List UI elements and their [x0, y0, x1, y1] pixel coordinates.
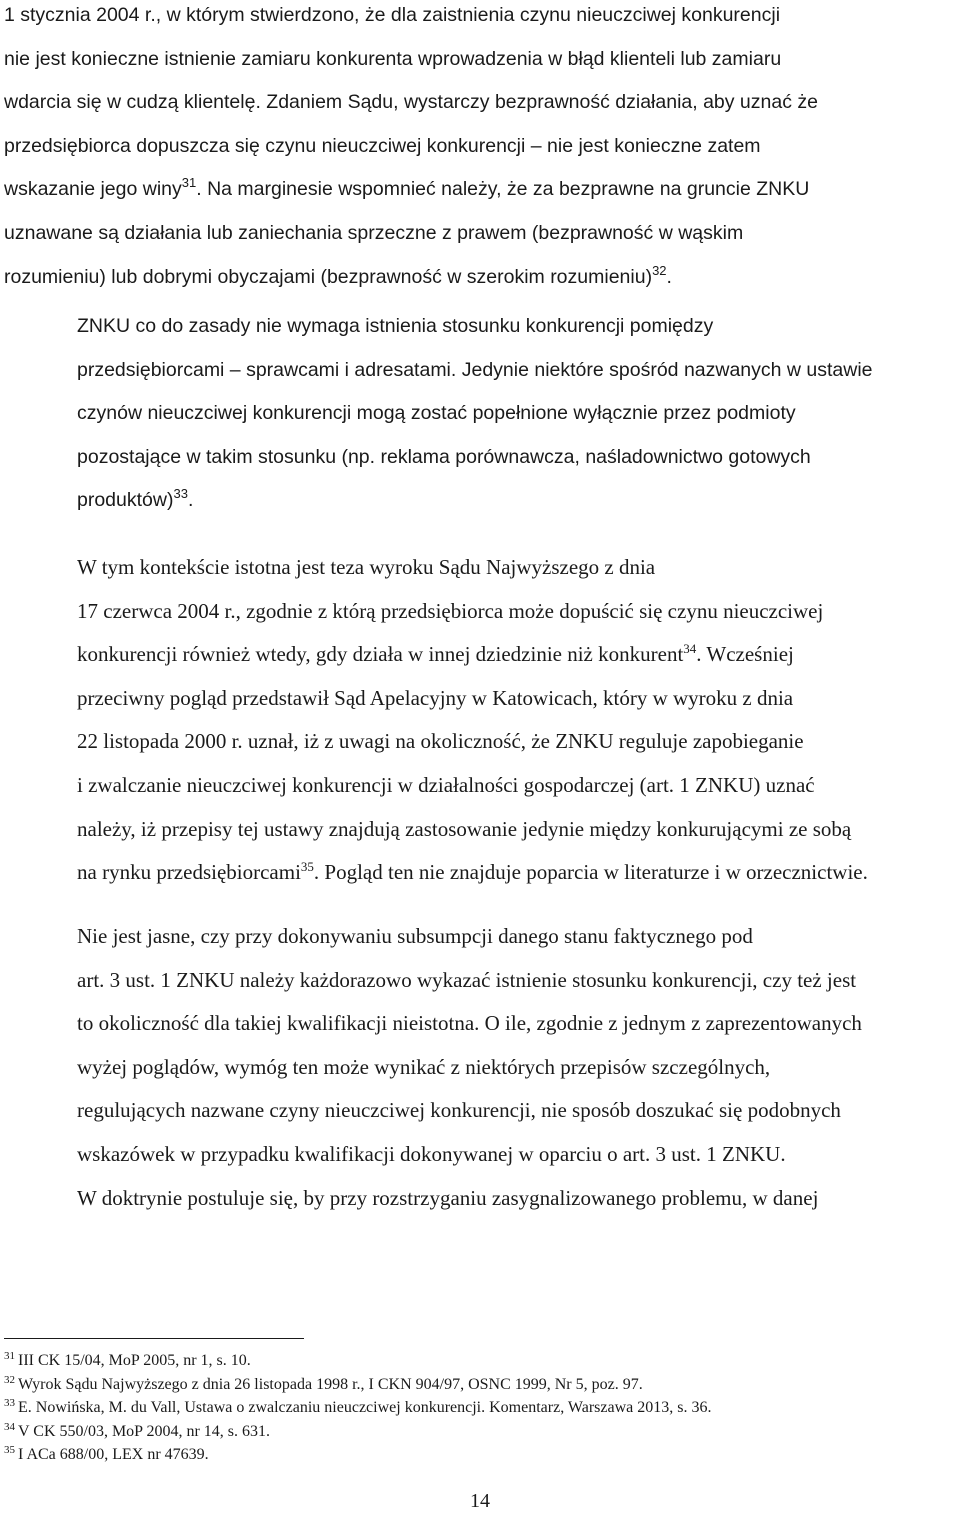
- text-line: przeciwny pogląd przedstawił Sąd Apelacyjny w Katowicach, który w wyroku z dnia: [77, 685, 794, 710]
- text-line: wdarcia się w cudzą klientelę. Zdaniem Sądu, wystarczy bezprawność działania, aby uznać że: [4, 91, 818, 114]
- footnote-item: [4, 1349, 954, 1373]
- text-line: ZNKU co do zasady nie wymaga istnienia stosunku konkurencji pomiędzy: [77, 315, 714, 337]
- text-line: 22 listopada 2000 r. uznał, iż z uwagi na okoliczność, że ZNKU reguluje zapobieganie: [77, 729, 804, 754]
- footnote-text: Wyrok Sądu Najwyższego z dnia 26 listopada 1998 r., I CKN 904/97, OSNC 1999, Nr 5, poz. 97.: [18, 1375, 643, 1393]
- text-line: 17 czerwca 2004 r., zgodnie z którą przedsiębiorca może dopuścić się czynu nieuczciwej: [77, 598, 824, 623]
- paragraph-3: [4, 546, 957, 895]
- text-line: W doktrynie postuluje się, by przy rozstrzyganiu zasygnalizowanego problemu, w danej: [77, 1185, 819, 1210]
- text-line: uznawane są działania lub zaniechania sprzeczne z prawem (bezprawność w wąskim: [4, 221, 744, 244]
- footnote-text: III CK 15/04, MoP 2005, nr 1, s. 10.: [18, 1352, 251, 1369]
- text-line: art. 3 ust. 1 ZNKU należy każdorazowo wykazać istnienie stosunku konkurencji, czy też jest: [77, 967, 857, 992]
- footnote-text: V CK 550/03, MoP 2004, nr 14, s. 631.: [18, 1422, 271, 1440]
- text-line: pozostające w takim stosunku (np. reklama porównawcza, naśladownictwo gotowych: [77, 445, 811, 468]
- footnote-text: E. Nowińska, M. du Vall, Ustawa o zwalczaniu nieuczciwej konkurencji. Komentarz, Warszawa 2013, s. 36.: [18, 1399, 712, 1417]
- footnote-separator: [4, 1338, 304, 1339]
- text-line: 1 stycznia 2004 r., w którym stwierdzono, że dla zaistnienia czynu nieuczciwej konkurencji: [4, 4, 781, 26]
- paragraph-2: [4, 305, 957, 523]
- footnote-number: 35: [4, 1444, 15, 1457]
- text-line: Nie jest jasne, czy przy dokonywaniu subsumpcji danego stanu faktycznego pod: [77, 924, 753, 948]
- footnote-number: 32: [4, 1373, 15, 1386]
- footnote-ref[interactable]: 35: [300, 859, 314, 875]
- text-line: przedsiębiorcami – sprawcami i adresatami. Jedynie niektóre spośród nazwanych w ustawie: [77, 358, 873, 381]
- footnote-item: [4, 1420, 954, 1444]
- paragraph-4: [4, 915, 957, 1220]
- footnote-ref[interactable]: 32: [652, 262, 667, 278]
- footnote-item: [4, 1443, 954, 1467]
- text-line: rozumieniu) lub dobrymi obyczajami (bezprawność w szerokim rozumieniu)$^{32}$.: [4, 262, 672, 288]
- footnote-number: 31: [4, 1350, 15, 1362]
- text-line: konkurencji również wtedy, gdy działa w innej dziedzinie niż konkurent$^{34}$. Wcześniej: [77, 641, 794, 667]
- text-line: to okoliczność dla takiej kwalifikacji nieistotna. O ile, zgodnie z jednym z zaprezentowanych: [77, 1011, 862, 1036]
- footnote-ref[interactable]: 31: [181, 175, 197, 191]
- text-line: czynów nieuczciwej konkurencji mogą zostać popełnione wyłącznie przez podmioty: [77, 402, 796, 425]
- paragraph-1: [4, 0, 957, 299]
- footnote-item: [4, 1373, 954, 1397]
- footnotes: [4, 1349, 954, 1467]
- text-line: wskazówek w przypadku kwalifikacji dokonywanej w oparciu o art. 3 ust. 1 ZNKU.: [77, 1141, 786, 1166]
- text-line: produktów)$^{33}$.: [77, 486, 194, 512]
- footnote-number: 33: [4, 1397, 15, 1410]
- text-line: należy, iż przepisy tej ustawy znajdują zastosowanie jedynie między konkurującymi ze sobą: [77, 816, 852, 841]
- footnote-item: [4, 1396, 954, 1420]
- text-line: i zwalczanie nieuczciwej konkurencji w działalności gospodarczej (art. 1 ZNKU) uznać: [77, 772, 815, 797]
- text-line: regulujących nazwane czyny nieuczciwej konkurencji, nie sposób doszukać się podobnych: [77, 1098, 841, 1123]
- page-number: 14: [470, 1490, 490, 1512]
- footnote-text: I ACa 688/00, LEX nr 47639.: [18, 1446, 209, 1464]
- text-line: wskazanie jego winy$^{31}$. Na marginesie wspomnieć należy, że za bezprawne na gruncie ZNKU: [4, 175, 810, 201]
- text-line: nie jest konieczne istnienie zamiaru konkurenta wprowadzenia w błąd klienteli lub zamiaru: [4, 47, 782, 70]
- footnote-number: 34: [4, 1420, 15, 1433]
- text-line: na rynku przedsiębiorcami$^{35}$. Pogląd ten nie znajduje poparcia w literaturze i w orzecznictwie.: [77, 859, 868, 885]
- text-line: wyżej poglądów, wymóg ten może wynikać z niektórych przepisów szczególnych,: [77, 1054, 771, 1079]
- footnote-ref[interactable]: 34: [683, 641, 697, 657]
- text-line: W tym kontekście istotna jest teza wyroku Sądu Najwyższego z dnia: [77, 555, 656, 579]
- text-line: przedsiębiorca dopuszcza się czynu nieuczciwej konkurencji – nie jest konieczne zatem: [4, 134, 761, 157]
- footnote-ref[interactable]: 33: [173, 486, 188, 502]
